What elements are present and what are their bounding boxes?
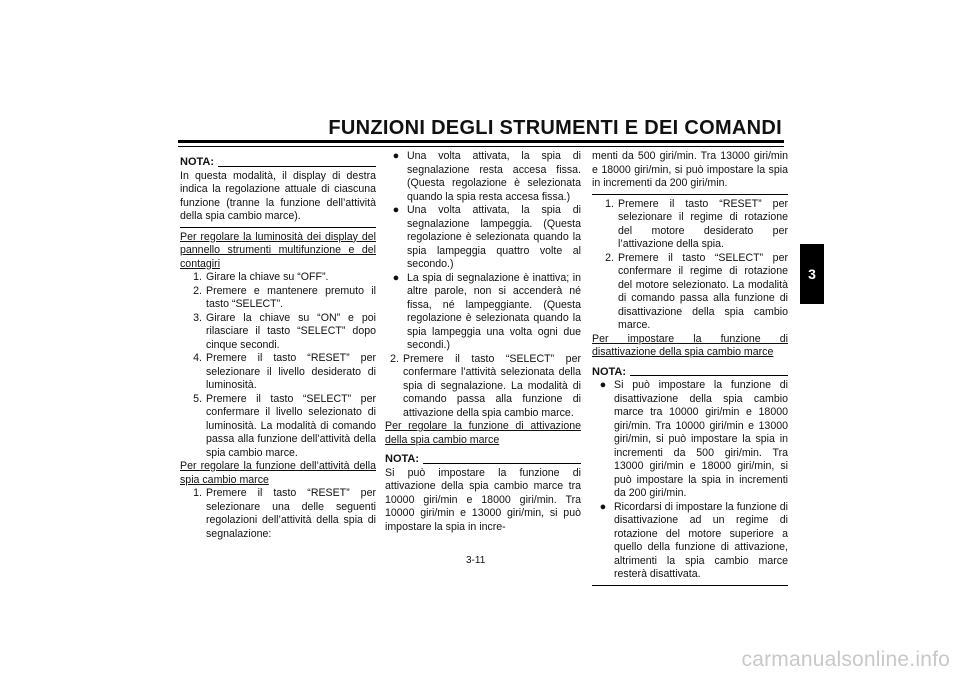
nota-heading (592, 366, 788, 380)
page-header-title: FUNZIONI DEGLI STRUMENTI E DEI COMANDI (328, 117, 782, 139)
section-title-deactivation: Per impostare la funzione di disattivazione della spia cambio marce (592, 332, 788, 358)
nota-text: Si può impostare la funzione di attivazione della spia cambio marce tra 10000 giri/min e 18000 giri/min. Tra 10000 giri/min e 13000 giri/min, si può impostare la spia in incre- (385, 466, 581, 533)
deactivation-notes (592, 379, 788, 582)
step-item: 1. Premere il tasto “RESET” per selezionare il regime di rotazione del motore desiderato per l’attivazione della spia. (605, 197, 788, 250)
step-item: 2. Premere e mantenere premuto il tasto “SELECT”. (193, 284, 376, 310)
nota-end-rule (180, 227, 376, 228)
nota-label: NOTA: (592, 365, 627, 378)
nota-heading (180, 156, 376, 170)
column-1 (180, 150, 376, 541)
step-item: 4. Premere il tasto “RESET” per selezionare il livello desiderato di luminosità. (193, 352, 376, 391)
header-rule-thin (178, 146, 784, 147)
page-number: 3-11 (466, 555, 486, 566)
nota-end-rule (592, 585, 788, 586)
column-3 (592, 150, 788, 589)
nota-text: In questa modalità, il display di destra indica la regolazione attuale di ciascuna funzione (tranne la funzione dell’attività della spia cambio marce). (180, 169, 376, 222)
bullet-icon: ● (599, 379, 607, 391)
bullet-item: ● Ricordarsi di impostare la funzione di disattivazione ad un regime di rotazione del motore superiore a quello della funzione di attivazione, altrimenti la spia cambio marce resterà disattivata. (592, 501, 788, 582)
chapter-tab[interactable]: 3 (800, 244, 824, 304)
section-title-activation: Per regolare la funzione di attivazione della spia cambio marce (385, 420, 581, 446)
bullet-icon: ● (599, 500, 607, 513)
bullet-item: ● Una volta attivata, la spia di segnalazione resta accesa fissa. (Questa regolazione è selezionata quando la spia resta accesa fissa.) (385, 150, 581, 204)
bullet-item: ● Si può impostare la funzione di disattivazione della spia cambio marce tra 10000 giri/min e 18000 giri/min. Tra 10000 giri/min e 13000 giri/min, si può impostare la spia in incrementi da 500 giri/min. Tra 13000 giri/min e 18000 giri/min, si può impostare la spia in incrementi da 200 giri/min. (592, 379, 788, 501)
nota-heading (385, 453, 581, 467)
watermark[interactable]: carmanualsonline.info (741, 648, 950, 671)
header-rule (178, 140, 784, 143)
nota-end-rule (592, 194, 788, 195)
activity-options (385, 150, 581, 353)
nota-label: NOTA: (385, 453, 420, 465)
step-item: 2. Premere il tasto “SELECT” per confermare il regime di rotazione del motore selezionato. La modalità di comando passa alla funzione di disattivazione della spia cambio marce. (605, 251, 788, 331)
section-title-shift-activity: Per regolare la funzione dell’attività della spia cambio marce (180, 460, 376, 486)
activation-steps (592, 198, 788, 333)
confirm-step (385, 353, 581, 421)
step-item: 1. Premere il tasto “RESET” per selezionare una delle seguenti regolazioni dell’attività della spia di segnalazione: (193, 487, 376, 540)
bullet-item: ● La spia di segnalazione è inattiva; in altre parole, non si accenderà né fissa, né lampeggiante. (Questa regolazione è selezionata quando la spia lampeggia una volta ogni due secondi.) (385, 272, 581, 353)
bullet-item: ● Una volta attivata, la spia di segnalazione lampeggia. (Questa regolazione è selezionata quando la spia lampeggia quattro volte al secondo.) (385, 204, 581, 272)
step-item: 2. Premere il tasto “SELECT” per confermare l’attività selezionata della spia di segnalazione. La modalità di comando passa alla funzione di attivazione della spia cambio marce. (390, 352, 581, 419)
nota-text-continued: menti da 500 giri/min. Tra 13000 giri/min e 18000 giri/min, si può impostare la spia in incrementi da 200 giri/min. (592, 150, 788, 189)
shift-activity-steps (180, 487, 376, 541)
step-item: 5. Premere il tasto “SELECT” per confermare il livello selezionato di luminosità. La modalità di comando passa alla funzione dell’attività della spia cambio marce. (193, 392, 376, 459)
bullet-icon: ● (392, 271, 400, 284)
section-title-brightness: Per regolare la luminosità dei display del pannello strumenti multifunzione e del contagiri (180, 230, 376, 270)
nota-label: NOTA: (180, 156, 215, 168)
bullet-icon: ● (392, 150, 400, 162)
column-2 (385, 150, 581, 534)
bullet-icon: ● (392, 204, 400, 216)
step-item: 1. Girare la chiave su “OFF”. (193, 271, 329, 283)
brightness-steps (180, 271, 376, 460)
step-item: 3. Girare la chiave su “ON” e poi rilasciare il tasto “SELECT” dopo cinque secondi. (193, 311, 376, 351)
